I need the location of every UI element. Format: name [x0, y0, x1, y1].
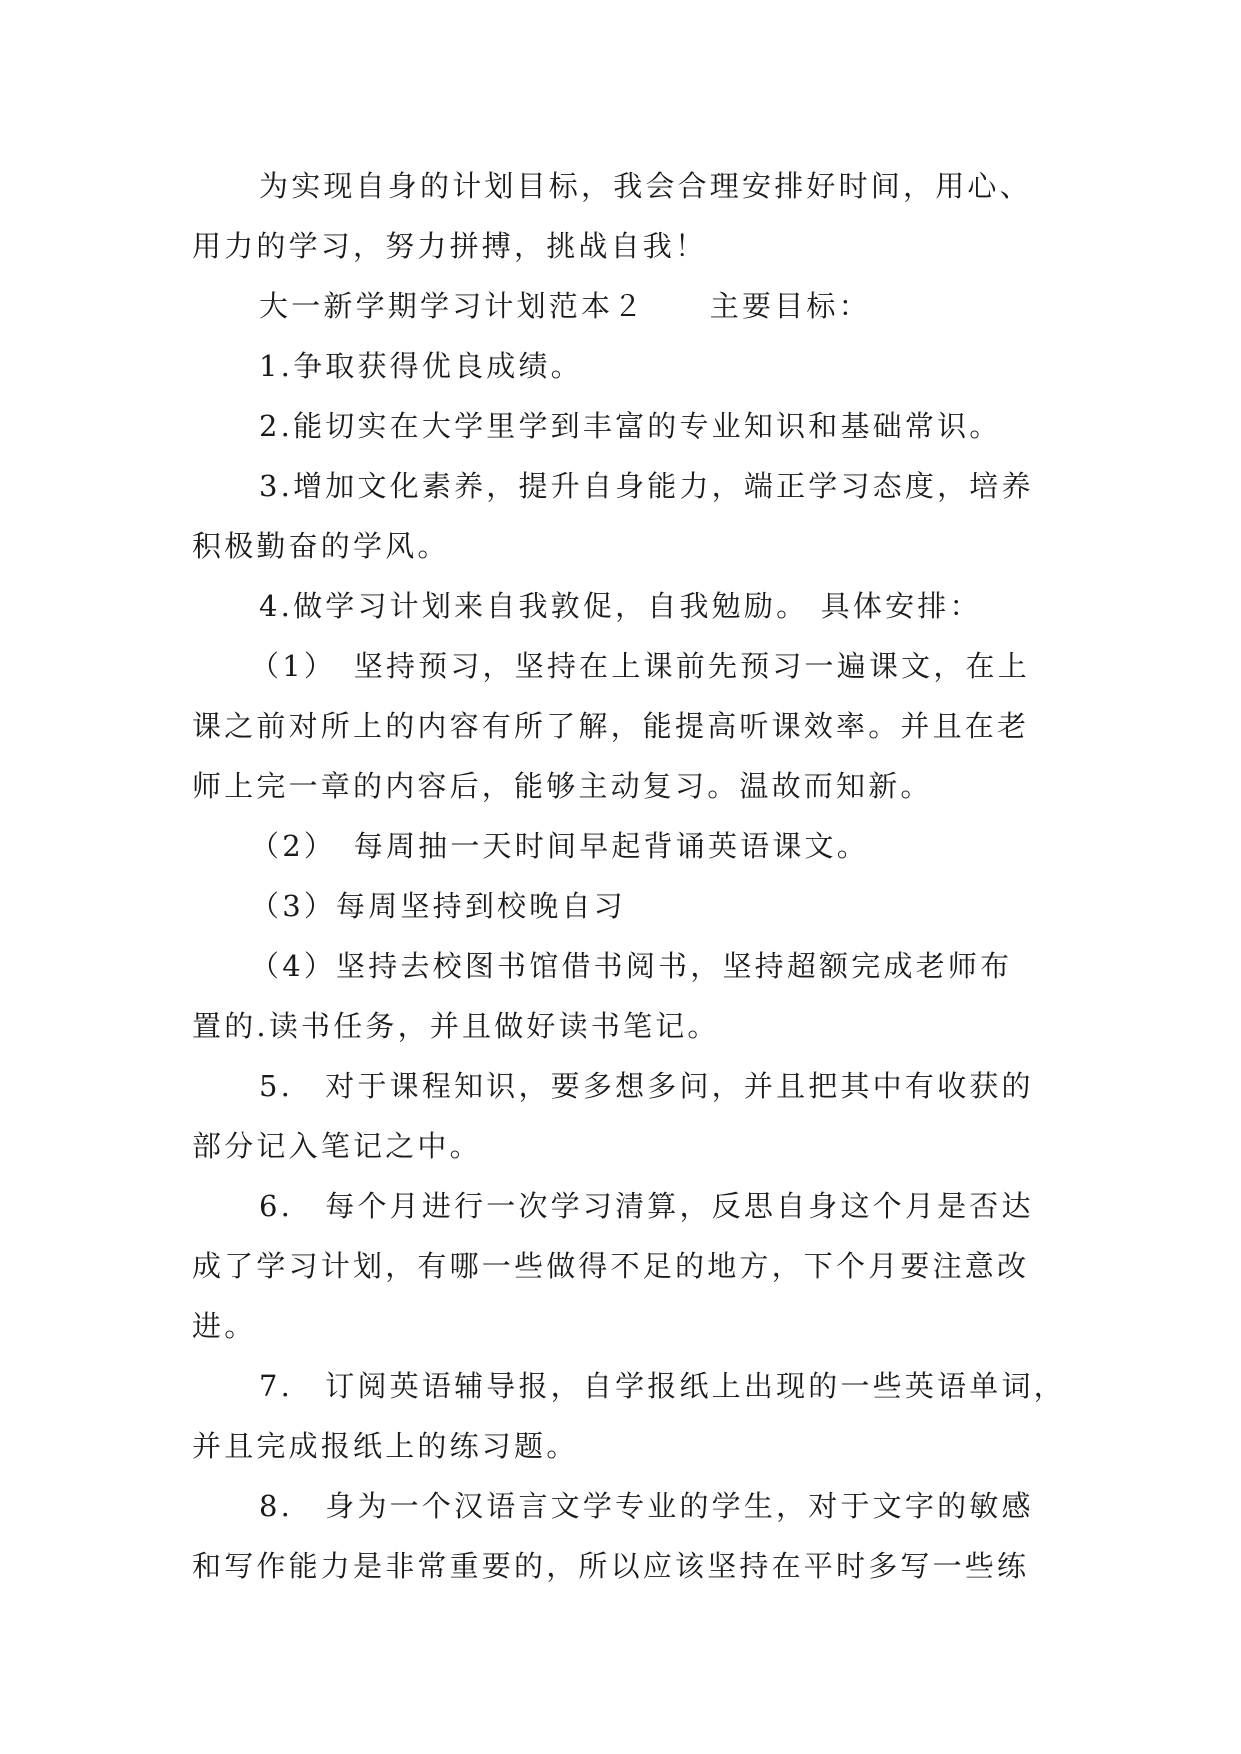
- goal-item: 1.争取获得优良成绩。: [259, 349, 583, 383]
- plan-item-continuation: 师上完一章的内容后，能够主动复习。温故而知新。: [192, 769, 933, 803]
- goal-item: 4.做学习计划来自我敦促，自我勉励。 具体安排：: [259, 589, 982, 623]
- plan-item-continuation: 课之前对所上的内容有所了解，能提高听课效率。并且在老: [192, 709, 1030, 743]
- document-body: [192, 156, 1066, 1596]
- numbered-item: 6. 每个月进行一次学习清算，反思自身这个月是否达: [259, 1189, 1034, 1223]
- numbered-item: 5. 对于课程知识，要多想多问，并且把其中有收获的: [259, 1069, 1034, 1103]
- numbered-item: 8. 身为一个汉语言文学专业的学生，对于文字的敏感: [259, 1489, 1034, 1523]
- goal-item: 3.增加文化素养，提升自身能力，端正学习态度，培养: [259, 469, 1034, 503]
- goal-item: 2.能切实在大学里学到丰富的专业知识和基础常识。: [259, 409, 1002, 443]
- plan-item: （3）每周坚持到校晚自习: [250, 889, 626, 923]
- numbered-item-continuation: 和写作能力是非常重要的，所以应该坚持在平时多写一些练: [192, 1549, 1030, 1583]
- numbered-item-continuation: 并且完成报纸上的练习题。: [192, 1429, 579, 1463]
- numbered-item-continuation: 部分记入笔记之中。: [192, 1129, 482, 1163]
- plan-item-continuation: 置的.读书任务，并且做好读书笔记。: [192, 1009, 720, 1043]
- numbered-item-continuation: 成了学习计划，有哪一些做得不足的地方，下个月要注意改: [192, 1249, 1030, 1283]
- plan-item: （4）坚持去校图书馆借书阅书，坚持超额完成老师布: [250, 949, 1013, 983]
- numbered-item: 7. 订阅英语辅导报，自学报纸上出现的一些英语单词，: [259, 1369, 1066, 1403]
- plan-item: （2） 每周抽一天时间早起背诵英语课文。: [250, 829, 869, 863]
- numbered-item-continuation: 进。: [192, 1309, 257, 1343]
- paragraph-line: 用力的学习，努力拼搏，挑战自我！: [192, 229, 708, 263]
- plan-item: （1） 坚持预习，坚持在上课前先预习一遍课文，在上: [250, 649, 1030, 683]
- goal-item-continuation: 积极勤奋的学风。: [192, 529, 450, 563]
- section-heading: 大一新学期学习计划范本２ 主要目标：: [259, 289, 871, 323]
- paragraph-line: 为实现自身的计划目标，我会合理安排好时间，用心、: [259, 169, 1032, 203]
